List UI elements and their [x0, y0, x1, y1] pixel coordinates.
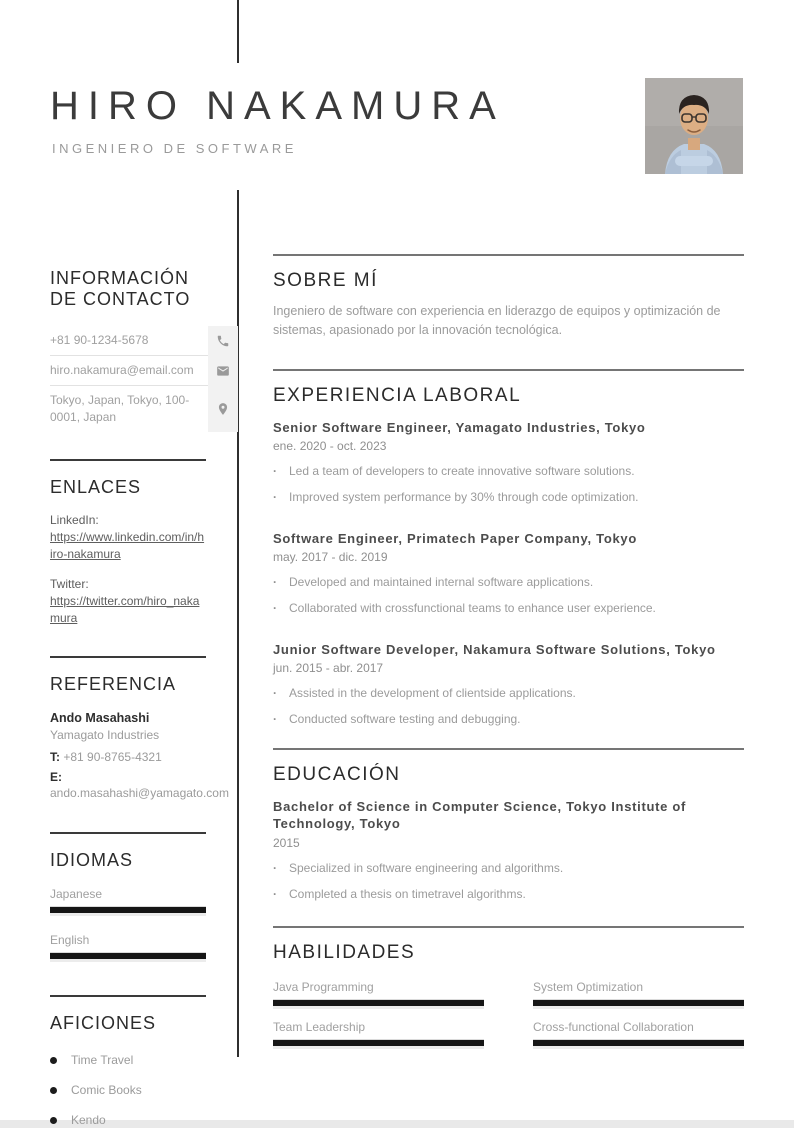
section-divider [273, 748, 744, 750]
job-bullet: · Conducted software testing and debugging. [273, 711, 744, 727]
skill-item [273, 980, 484, 1006]
linkedin-link[interactable]: https://www.linkedin.com/in/hiro-nakamura [50, 529, 205, 561]
experience-entry [273, 419, 744, 506]
bullet-dot-icon [50, 1057, 57, 1064]
job-bullet: · Improved system performance by 30% through code optimization. [273, 489, 744, 505]
contact-list [50, 326, 238, 431]
degree-bullet: · Specialized in software engineering and algorithms. [273, 860, 744, 876]
section-divider [50, 656, 206, 658]
hobby-label: Time Travel [71, 1053, 134, 1068]
contact-section-heading: INFORMACIÓN DE CONTACTO [50, 268, 191, 310]
education-section-heading: EDUCACIÓN [273, 763, 401, 785]
job-bullet-list [273, 685, 744, 727]
reference-email-label: E: [50, 769, 62, 784]
email-icon [208, 356, 238, 386]
section-divider [50, 459, 206, 461]
section-divider [273, 254, 744, 256]
main-content [273, 254, 744, 1046]
skill-item [533, 980, 744, 1006]
job-title: Software Engineer, Primatech Paper Company, Tokyo [273, 530, 637, 546]
education-entry [273, 798, 744, 902]
job-dates: may. 2017 - dic. 2019 [273, 550, 388, 565]
language-level-bar [50, 906, 206, 913]
contact-row-address [50, 386, 238, 432]
skill-label: Cross-functional Collaboration [533, 1019, 694, 1034]
language-label: English [50, 933, 90, 948]
link-label: Twitter: [50, 577, 89, 592]
hobbies-section-heading: AFICIONES [50, 1013, 157, 1034]
job-bullet: · Led a team of developers to create innovative software solutions. [273, 463, 744, 479]
links-section-heading: ENLACES [50, 476, 142, 497]
sidebar [50, 268, 238, 1128]
degree-title: Bachelor of Science in Computer Science, Tokyo Institute of Technology, Tokyo [273, 798, 687, 832]
experience-section-heading: EXPERIENCIA LABORAL [273, 384, 522, 406]
hobby-list [50, 1052, 238, 1128]
reference-company: Yamagato Industries [50, 728, 160, 743]
experience-entry [273, 641, 744, 728]
job-bullet: · Collaborated with crossfunctional teams to enhance user experience. [273, 600, 744, 616]
hobby-item [50, 1082, 238, 1098]
skill-level-bar [533, 999, 744, 1006]
hobby-item [50, 1112, 238, 1128]
skill-level-bar [273, 999, 484, 1006]
person-job-title: INGENIERO DE SOFTWARE [52, 141, 297, 156]
job-dates: ene. 2020 - oct. 2023 [273, 439, 387, 454]
skill-item [273, 1020, 484, 1046]
skill-item [533, 1020, 744, 1046]
link-item-twitter [50, 577, 238, 627]
job-dates: jun. 2015 - abr. 2017 [273, 661, 384, 676]
contact-phone-value: +81 90-1234-5678 [50, 326, 208, 356]
reference-email [50, 769, 229, 801]
contact-row-phone [50, 326, 238, 356]
skill-label: System Optimization [533, 979, 644, 994]
twitter-link[interactable]: https://twitter.com/hiro_nakamura [50, 594, 200, 626]
job-title: Senior Software Engineer, Yamagato Industries, Tokyo [273, 419, 646, 435]
reference-email-value: ando.masahashi@yamagato.com [50, 785, 229, 800]
job-bullet-list [273, 463, 744, 505]
hobby-label: Comic Books [71, 1083, 142, 1098]
language-item [50, 933, 206, 959]
bullet-dot-icon [50, 1087, 57, 1094]
contact-address-value: Tokyo, Japan, Tokyo, 100-0001, Japan [50, 393, 190, 424]
job-bullet: · Assisted in the development of clientside applications. [273, 685, 744, 701]
about-section-heading: SOBRE MÍ [273, 270, 378, 291]
degree-bullet: · Completed a thesis on timetravel algorithms. [273, 886, 744, 902]
language-level-bar [50, 952, 206, 959]
section-divider [273, 369, 744, 371]
degree-bullet-list [273, 860, 744, 902]
reference-phone-label: T: [50, 750, 60, 765]
section-divider [273, 926, 744, 928]
reference-phone-value: +81 90-8765-4321 [63, 750, 162, 765]
job-bullet: · Developed and maintained internal software applications. [273, 574, 744, 590]
hobby-label: Kendo [71, 1113, 106, 1128]
language-item [50, 887, 206, 913]
degree-dates: 2015 [273, 835, 300, 850]
location-icon [208, 386, 238, 432]
phone-icon [208, 326, 238, 356]
skill-label: Team Leadership [273, 1019, 366, 1034]
hobby-item [50, 1052, 238, 1068]
link-label: LinkedIn: [50, 512, 99, 527]
contact-email-value: hiro.nakamura@email.com [50, 356, 208, 386]
section-divider [50, 832, 206, 834]
top-divider-line [237, 0, 239, 63]
reference-phone [50, 749, 206, 765]
link-item-linkedin [50, 513, 238, 563]
language-label: Japanese [50, 887, 103, 902]
languages-section-heading: IDIOMAS [50, 849, 134, 870]
skills-section-heading: HABILIDADES [273, 941, 416, 963]
profile-photo [645, 78, 743, 174]
skill-level-bar [273, 1039, 484, 1046]
skill-level-bar [533, 1039, 744, 1046]
skills-grid [273, 980, 744, 1046]
job-bullet-list [273, 574, 744, 616]
about-text: Ingeniero de software con experiencia en liderazgo de equipos y optimización de sistemas, apasionado por la innovación tecnológica. [273, 304, 721, 338]
person-name: HIRO NAKAMURA [50, 84, 505, 128]
reference-name: Ando Masahashi [50, 711, 150, 726]
experience-entry [273, 530, 744, 617]
contact-row-email [50, 356, 238, 386]
reference-section-heading: REFERENCIA [50, 674, 177, 695]
bullet-dot-icon [50, 1117, 57, 1124]
skill-label: Java Programming [273, 979, 374, 994]
section-divider [50, 995, 206, 997]
job-title: Junior Software Developer, Nakamura Software Solutions, Tokyo [273, 641, 716, 657]
